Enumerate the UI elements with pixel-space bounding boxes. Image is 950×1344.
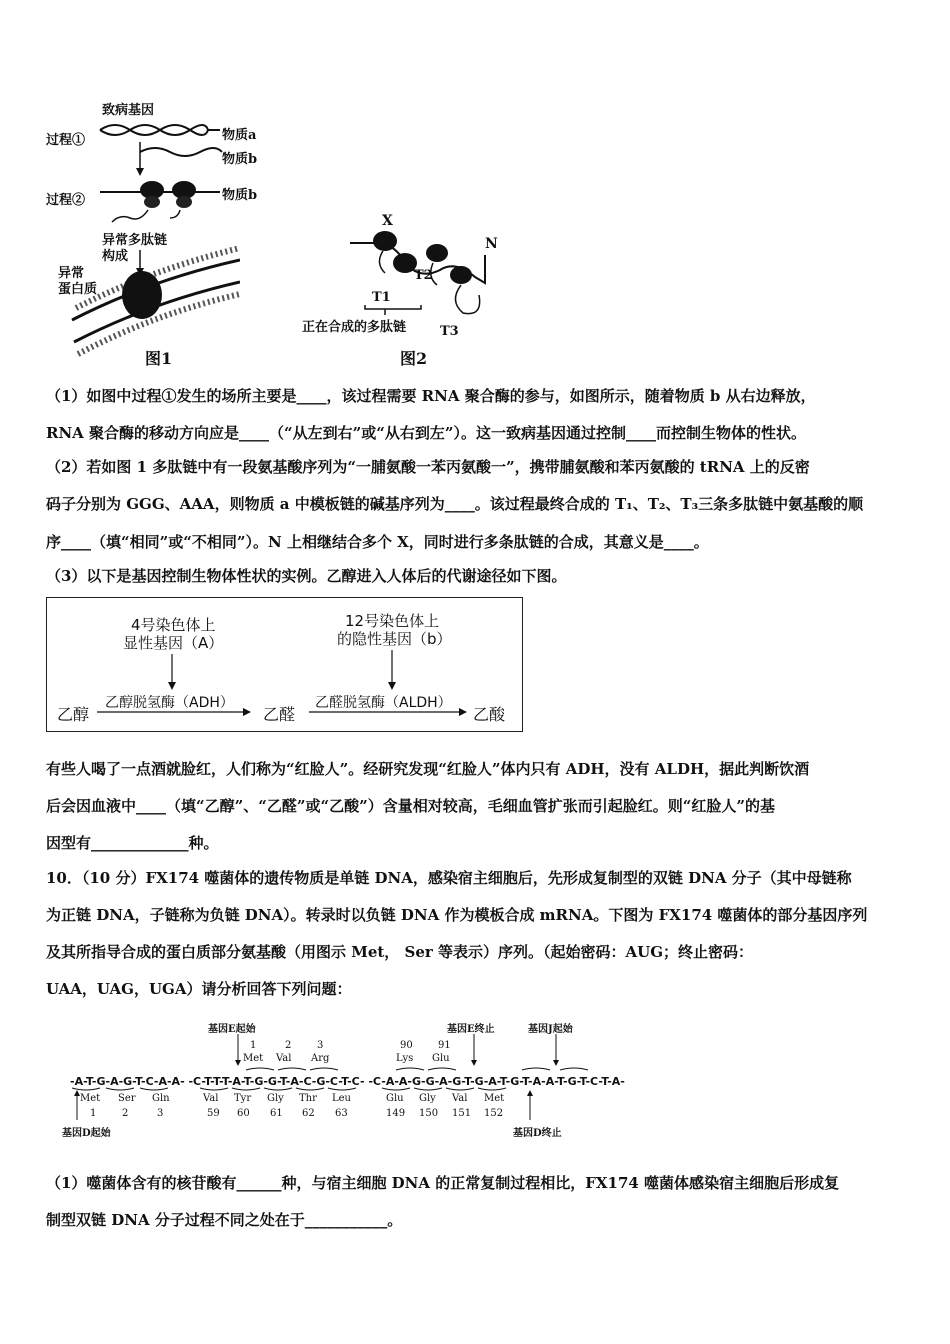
figure-1-caption: 图1	[145, 349, 173, 368]
bottom-aa-met-1: Met	[80, 1093, 101, 1104]
polysome-illustration	[345, 225, 505, 325]
bottom-num-3: 3	[157, 1108, 164, 1119]
substance-b-label-2: 物质b	[222, 188, 258, 203]
pathogenic-gene-label: 致病基因	[102, 103, 155, 118]
q2-line-1: （2）若如图 1 多肽链中有一段氨基酸序列为“一脯氨酸一苯丙氨酸一”，携带脯氨酸和苯丙氨酸的 tRNA 上的反密	[46, 458, 810, 476]
gene-j-start-label: 基因J起始	[528, 1024, 573, 1035]
bottom-aa-ser: Ser	[118, 1093, 136, 1104]
chrom12-line-2: 的隐性基因（b）	[337, 630, 452, 648]
abnormal-peptide-label: 异常多肽链	[102, 233, 168, 248]
dna-sequence: -A-T-G-A-G-T-C-A-A- -C-T-T-T-A-T-G-G-T-A-C-G-C-T-C- -C-A-A-G-G-A-G-T-G-A-T-G-T-A-A-T-G-T-C-T-A-	[70, 1075, 625, 1088]
gene-e-end-label: 基因E终止	[447, 1024, 495, 1035]
bottom-num-62: 62	[302, 1108, 315, 1119]
top-aa-arg: Arg	[311, 1053, 330, 1064]
after-line-1: 有些人喝了一点酒就脸红，人们称为“红脸人”。经研究发现“红脸人”体内只有 ADH，没有 ALDH，据此判断饮酒	[46, 760, 810, 778]
x-label: X	[382, 213, 393, 229]
chrom4-line-2: 显性基因（A）	[123, 634, 224, 652]
abnormal-protein	[122, 271, 162, 319]
gene-markers	[60, 1030, 620, 1130]
top-num-2: 2	[285, 1040, 292, 1051]
substance-b-label: 物质b	[222, 152, 258, 167]
t1-label: T1	[372, 290, 391, 305]
gene-d-end-label: 基因D终止	[513, 1128, 562, 1139]
gene-expression-illustration	[60, 110, 240, 360]
top-num-1: 1	[250, 1040, 257, 1051]
bottom-num-151: 151	[452, 1108, 472, 1119]
acetic-acid-label: 乙酸	[473, 705, 506, 724]
substance-a-label: 物质a	[222, 128, 257, 143]
bottom-aa-glu: Glu	[386, 1093, 404, 1104]
gene-e-start-label: 基因E起始	[208, 1024, 256, 1035]
bottom-aa-met-2: Met	[484, 1093, 505, 1104]
bottom-num-59: 59	[207, 1108, 220, 1119]
bottom-num-1: 1	[90, 1108, 97, 1119]
peptide-label: 正在合成的多肽链	[302, 320, 407, 335]
p10-line-1: 10．（10 分）FX174 噬菌体的遗传物质是单链 DNA，感染宿主细胞后，先形成复制型的双链 DNA 分子（其中母链称	[46, 869, 852, 887]
q1-line-1: （1）如图中过程①发生的场所主要是____，该过程需要 RNA 聚合酶的参与，如图所示，随着物质 b 从右边释放，	[46, 387, 816, 405]
bottom-num-152: 152	[484, 1108, 504, 1119]
pathway-arrows	[47, 598, 522, 731]
n-label: N	[485, 236, 498, 252]
figure-2-caption: 图2	[400, 349, 428, 368]
top-num-3: 3	[317, 1040, 324, 1051]
bottom-num-149: 149	[386, 1108, 406, 1119]
top-num-90: 90	[400, 1040, 413, 1051]
constitute-label: 构成	[102, 249, 129, 264]
mrna-strand	[140, 148, 222, 156]
top-aa-met: Met	[243, 1053, 264, 1064]
top-num-91: 91	[438, 1040, 451, 1051]
abnormal-protein-label-1: 异常	[58, 266, 85, 281]
q2-line-2: 码子分别为 GGG、AAA，则物质 a 中模板链的碱基序列为____。该过程最终合成的 T₁、T₂、T₃三条多肽链中氨基酸的顺	[46, 495, 864, 513]
bottom-aa-tyr: Tyr	[234, 1093, 252, 1104]
bottom-aa-gln: Gln	[152, 1093, 170, 1104]
bottom-aa-gly-2: Gly	[419, 1093, 436, 1104]
bottom-num-2: 2	[122, 1108, 129, 1119]
q10-1-line-2: 制型双链 DNA 分子过程不同之处在于___________。	[46, 1211, 403, 1229]
adh-label: 乙醇脱氢酶（ADH）	[105, 695, 234, 711]
ribosome-c	[426, 244, 448, 262]
bottom-aa-val-1: Val	[203, 1093, 219, 1104]
t2-label: T2	[414, 268, 433, 283]
bottom-aa-leu: Leu	[332, 1093, 351, 1104]
top-aa-glu: Glu	[432, 1053, 450, 1064]
bottom-num-60: 60	[237, 1108, 250, 1119]
gene-d-start-label: 基因D起始	[62, 1128, 111, 1139]
bottom-num-63: 63	[335, 1108, 348, 1119]
ribosome-a	[373, 231, 397, 251]
chrom4-line-1: 4号染色体上	[131, 616, 216, 634]
ribosome-b	[393, 253, 417, 273]
q1-line-2: RNA 聚合酶的移动方向应是____（“从左到右”或“从右到左”）。这一致病基因通过控制____而控制生物体的性状。	[46, 424, 807, 442]
ethanol-label: 乙醇	[57, 705, 90, 724]
top-aa-lys: Lys	[396, 1053, 414, 1064]
metabolic-pathway-box	[46, 597, 523, 732]
bottom-aa-thr: Thr	[299, 1093, 317, 1104]
ribosome-d	[450, 266, 472, 284]
chrom12-line-1: 12号染色体上	[345, 612, 440, 630]
bottom-num-150: 150	[419, 1108, 439, 1119]
bottom-aa-gly-1: Gly	[267, 1093, 284, 1104]
bottom-num-61: 61	[270, 1108, 283, 1119]
p10-line-4: UAA，UAG，UGA）请分析回答下列问题：	[46, 980, 352, 998]
t3-label: T3	[440, 324, 459, 339]
abnormal-protein-label-2: 蛋白质	[58, 282, 98, 297]
acetaldehyde-label: 乙醛	[263, 705, 296, 724]
aldh-label: 乙醛脱氢酶（ALDH）	[315, 695, 452, 711]
process2-label: 过程②	[46, 193, 86, 208]
q3-line-1: （3）以下是基因控制生物体性状的实例。乙醇进入人体后的代谢途径如下图。	[46, 567, 567, 585]
process1-label: 过程①	[46, 133, 86, 148]
p10-line-3: 及其所指导合成的蛋白质部分氨基酸（用图示 Met， Ser 等表示）序列。（起始密码：AUG；终止密码：	[46, 943, 754, 961]
bottom-aa-val-2: Val	[452, 1093, 468, 1104]
after-line-3: 因型有_____________种。	[46, 834, 219, 852]
top-aa-val: Val	[276, 1053, 292, 1064]
p10-line-2: 为正链 DNA，子链称为负链 DNA）。转录时以负链 DNA 作为模板合成 mRNA。下图为 FX174 噬菌体的部分基因序列	[46, 906, 868, 924]
q2-line-3: 序____（填“相同”或“不相同”）。N 上相继结合多个 X，同时进行多条肽链的合成，其意义是____。	[46, 533, 709, 551]
q10-1-line-1: （1）噬菌体含有的核苷酸有______种，与宿主细胞 DNA 的正常复制过程相比，FX174 噬菌体感染宿主细胞后形成复	[46, 1174, 840, 1192]
after-line-2: 后会因血液中____（填“乙醇”、“乙醛”或“乙酸”）含量相对较高，毛细血管扩张而引起脸红。则“红脸人”的基	[46, 797, 776, 815]
